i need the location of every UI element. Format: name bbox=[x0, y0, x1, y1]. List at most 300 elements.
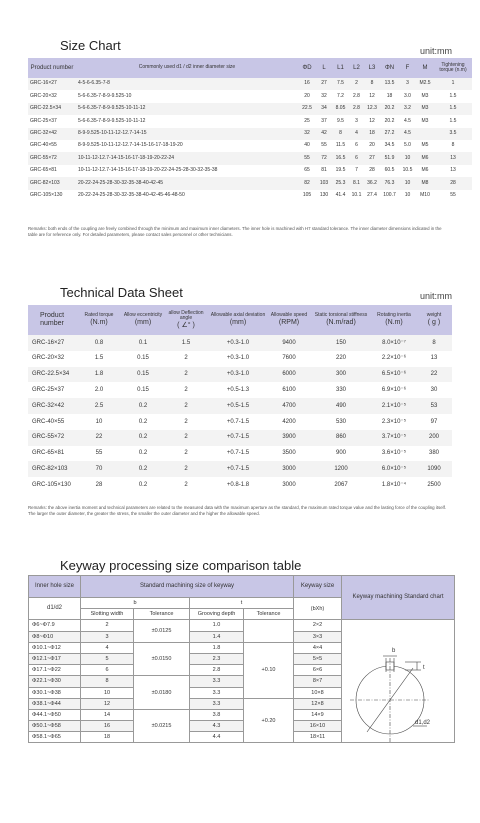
table-cell: 25.3 bbox=[332, 177, 349, 189]
table-cell: M3 bbox=[416, 115, 434, 127]
slotting-width-cell: 16 bbox=[81, 721, 134, 732]
table-cell: 42 bbox=[316, 128, 332, 140]
table-cell: 3900 bbox=[268, 430, 310, 446]
keyway-size-cell: 5×5 bbox=[294, 653, 342, 664]
inner-hole-cell: Φ44.1~Φ50 bbox=[29, 709, 81, 720]
tech-sheet-header-unit: (RPM) bbox=[278, 318, 300, 326]
table-row bbox=[28, 152, 472, 164]
product-number-cell: GRC-40×55 bbox=[28, 414, 76, 430]
table-row bbox=[28, 177, 472, 189]
grooving-depth-cell: 3.3 bbox=[190, 698, 244, 709]
table-cell: 0.2 bbox=[122, 414, 164, 430]
table-cell: 20-22-24-25-28-30-32-35-38-40-42-45 bbox=[76, 177, 298, 189]
table-cell: 7.2 bbox=[332, 90, 349, 102]
size-chart-header: L2 bbox=[349, 58, 364, 78]
keyway-size-cell: 6×6 bbox=[294, 665, 342, 676]
table-cell: 27.2 bbox=[380, 128, 399, 140]
grooving-depth-cell: 1.0 bbox=[190, 620, 244, 631]
inner-hole-cell: Φ17.1~Φ22 bbox=[29, 665, 81, 676]
inner-hole-cell: Φ22.1~Φ30 bbox=[29, 676, 81, 687]
table-cell: 12.3 bbox=[364, 103, 380, 115]
table-cell: 3.6×10⁻⁵ bbox=[372, 446, 416, 462]
t-tolerance-cell bbox=[244, 620, 294, 642]
table-cell: 10 bbox=[76, 414, 122, 430]
table-cell: 25 bbox=[298, 115, 316, 127]
table-cell: 2 bbox=[164, 477, 208, 493]
slotting-width-cell: 12 bbox=[81, 698, 134, 709]
table-cell: 10-11-12-12.7-14-15-16-17-18-19-20-22-24-25-28-30-32-35-38 bbox=[76, 165, 298, 177]
table-cell: 6000 bbox=[268, 367, 310, 383]
tech-sheet-header bbox=[28, 305, 76, 335]
table-cell: 2 bbox=[349, 78, 364, 90]
size-chart-remarks: Remarks: both ends of the coupling are freely combined through the minimum and maximum inner diameters. The inner hole is machined with H7 standard tolerance. The inner diameter dimensions indicated in the table are for reference only. For detailed parameters, please contact sales personnel or other technicians. bbox=[28, 226, 442, 237]
table-cell: 2500 bbox=[416, 477, 452, 493]
table-cell: 55 bbox=[298, 152, 316, 164]
grooving-depth-cell: 1.4 bbox=[190, 631, 244, 642]
table-cell: +0.7-1.5 bbox=[208, 430, 268, 446]
product-number-cell: GRC-25×37 bbox=[28, 382, 76, 398]
table-row bbox=[28, 477, 452, 493]
table-cell: 5.0 bbox=[399, 140, 416, 152]
table-cell: 2 bbox=[164, 398, 208, 414]
slotting-width-cell: 5 bbox=[81, 653, 134, 664]
tech-sheet-header-top: Rotating inertia bbox=[377, 312, 411, 319]
product-number-cell: GRC-20×32 bbox=[28, 351, 76, 367]
header-t: t bbox=[190, 598, 294, 609]
table-cell: 16.5 bbox=[332, 152, 349, 164]
keyway-size-cell: 18×11 bbox=[294, 732, 342, 743]
table-cell: 860 bbox=[310, 430, 372, 446]
header-grooving-depth: Grooving depth bbox=[190, 609, 244, 620]
tech-sheet-header bbox=[310, 305, 372, 335]
slotting-width-cell: 3 bbox=[81, 631, 134, 642]
table-cell: 1.8×10⁻⁴ bbox=[372, 477, 416, 493]
table-cell: 8 bbox=[434, 140, 472, 152]
grooving-depth-cell: 4.4 bbox=[190, 732, 244, 743]
table-row bbox=[28, 78, 472, 90]
table-cell: 1.5 bbox=[76, 351, 122, 367]
table-cell: 11.5 bbox=[332, 140, 349, 152]
tech-sheet-header-unit: (N.m) bbox=[90, 318, 108, 326]
table-cell: 34 bbox=[316, 103, 332, 115]
table-cell: 900 bbox=[310, 446, 372, 462]
table-cell: 30 bbox=[416, 382, 452, 398]
table-cell: 2067 bbox=[310, 477, 372, 493]
table-cell: 37 bbox=[316, 115, 332, 127]
tech-sheet-header-top: weight bbox=[426, 312, 442, 319]
table-cell: 76.3 bbox=[380, 177, 399, 189]
table-cell: 1.5 bbox=[164, 335, 208, 351]
table-cell: M6 bbox=[416, 165, 434, 177]
slotting-width-cell: 2 bbox=[81, 620, 134, 631]
slotting-width-cell: 8 bbox=[81, 676, 134, 687]
table-cell: 36.2 bbox=[364, 177, 380, 189]
inner-hole-cell: Φ12.1~Φ17 bbox=[29, 653, 81, 664]
table-cell: 28 bbox=[434, 177, 472, 189]
table-cell: 0.2 bbox=[122, 477, 164, 493]
tech-sheet-header bbox=[372, 305, 416, 335]
keyway-title: Keyway processing size comparison table bbox=[60, 558, 302, 573]
table-row bbox=[28, 461, 452, 477]
tech-sheet-header bbox=[122, 305, 164, 335]
product-number-cell: GRC-22.5×34 bbox=[28, 367, 76, 383]
size-chart-header: Commonly used d1 / d2 inner diameter size bbox=[76, 58, 298, 78]
table-cell: 55 bbox=[434, 190, 472, 202]
b-tolerance-cell: ±0.0125 bbox=[134, 620, 190, 642]
size-chart-header: M bbox=[416, 58, 434, 78]
table-cell: 3 bbox=[349, 115, 364, 127]
table-cell: 28 bbox=[364, 165, 380, 177]
table-cell: 12 bbox=[364, 115, 380, 127]
table-cell: 34.5 bbox=[380, 140, 399, 152]
keyway-drawing bbox=[345, 628, 450, 768]
b-tolerance-cell: ±0.0215 bbox=[134, 709, 190, 743]
table-row bbox=[28, 398, 452, 414]
table-cell: 3.7×10⁻⁵ bbox=[372, 430, 416, 446]
table-cell: 8 bbox=[332, 128, 349, 140]
table-cell: 82 bbox=[298, 177, 316, 189]
table-cell: 18 bbox=[380, 90, 399, 102]
table-cell: 1.8 bbox=[76, 367, 122, 383]
table-cell: 19.5 bbox=[332, 165, 349, 177]
table-cell: 53 bbox=[416, 398, 452, 414]
table-cell: 81 bbox=[316, 165, 332, 177]
table-cell: 6.0×10⁻⁵ bbox=[372, 461, 416, 477]
product-number-cell: GRC-32×42 bbox=[28, 128, 76, 140]
tech-sheet-header-top: Allow eccentricity bbox=[123, 312, 163, 319]
product-number-cell: GRC-22.5×34 bbox=[28, 103, 76, 115]
product-number-cell: GRC-32×42 bbox=[28, 398, 76, 414]
header-standard-machining: Standard machining size of keyway bbox=[81, 576, 294, 598]
table-cell: 22 bbox=[416, 367, 452, 383]
table-cell: 12 bbox=[364, 90, 380, 102]
table-cell: 41.4 bbox=[332, 190, 349, 202]
inner-hole-cell: Φ58.1~Φ65 bbox=[29, 732, 81, 743]
inner-hole-cell: Φ8~Φ10 bbox=[29, 631, 81, 642]
table-cell: 10 bbox=[399, 190, 416, 202]
table-cell: 27 bbox=[316, 78, 332, 90]
table-cell: 2.8 bbox=[349, 90, 364, 102]
table-cell: 10 bbox=[399, 152, 416, 164]
slotting-width-cell: 10 bbox=[81, 687, 134, 698]
size-chart-unit: unit:mm bbox=[419, 46, 452, 56]
table-cell: 3000 bbox=[268, 477, 310, 493]
table-cell: 4700 bbox=[268, 398, 310, 414]
table-cell: 150 bbox=[310, 335, 372, 351]
header-b: b bbox=[81, 598, 190, 609]
tech-sheet-header bbox=[416, 305, 452, 335]
table-row bbox=[28, 103, 472, 115]
table-row bbox=[28, 414, 452, 430]
table-cell: 0.15 bbox=[122, 351, 164, 367]
tech-sheet-header-top: Rated torque bbox=[84, 312, 114, 319]
table-cell: 27.4 bbox=[364, 190, 380, 202]
table-cell: 0.2 bbox=[122, 398, 164, 414]
size-chart-title: Size Chart bbox=[60, 38, 121, 53]
table-row bbox=[28, 140, 472, 152]
drawing-t-label: t bbox=[423, 665, 425, 671]
table-cell: 8.1 bbox=[349, 177, 364, 189]
keyway-size-cell: 14×9 bbox=[294, 709, 342, 720]
table-cell: 105 bbox=[298, 190, 316, 202]
table-cell: 13.5 bbox=[380, 78, 399, 90]
tech-sheet-header-unit: ( ∠° ) bbox=[177, 321, 195, 329]
table-cell: 4.5 bbox=[399, 128, 416, 140]
table-cell: 1.5 bbox=[434, 90, 472, 102]
table-cell: 5-6-6.35-7-8-9-9.525-10-11-12 bbox=[76, 103, 298, 115]
table-cell: 490 bbox=[310, 398, 372, 414]
keyway-size-cell: 3×3 bbox=[294, 631, 342, 642]
table-cell: 200 bbox=[416, 430, 452, 446]
table-cell: M5 bbox=[416, 140, 434, 152]
product-number-cell: GRC-65×81 bbox=[28, 165, 76, 177]
table-cell: 28 bbox=[76, 477, 122, 493]
header-inner-hole: Inner hole size bbox=[29, 576, 81, 598]
table-cell: 20-22-24-25-28-30-32-35-38-40-42-45-46-48-50 bbox=[76, 190, 298, 202]
product-number-cell: GRC-105×130 bbox=[28, 190, 76, 202]
table-cell: 6 bbox=[349, 140, 364, 152]
table-cell: 300 bbox=[310, 367, 372, 383]
product-number-cell: GRC-25×37 bbox=[28, 115, 76, 127]
inner-hole-cell: Φ10.1~Φ12 bbox=[29, 642, 81, 653]
table-cell: 0.15 bbox=[122, 367, 164, 383]
table-cell: 7600 bbox=[268, 351, 310, 367]
inner-hole-cell: Φ38.1~Φ44 bbox=[29, 698, 81, 709]
product-number-cell: GRC-55×72 bbox=[28, 152, 76, 164]
table-row bbox=[28, 351, 452, 367]
table-cell: 220 bbox=[310, 351, 372, 367]
table-cell: 103 bbox=[316, 177, 332, 189]
table-cell: 9400 bbox=[268, 335, 310, 351]
size-chart-header: ΦD bbox=[298, 58, 316, 78]
tech-sheet-remarks: Remarks: the above inertia moment and technical parameters are related to the measured data with the maximum aperture as the standard, the maximum rated torque value and the lasting force of the coupling itself. The larger the outer diameter, the greater the stress, the smaller the outer diameter and the higher the allowable speed. bbox=[28, 505, 447, 516]
inner-hole-cell: Φ50.1~Φ58 bbox=[29, 721, 81, 732]
table-row bbox=[28, 165, 472, 177]
size-chart-header: Tightening torque (n.m) bbox=[434, 58, 472, 78]
table-cell: 20 bbox=[364, 140, 380, 152]
table-cell: +0.7-1.5 bbox=[208, 461, 268, 477]
table-cell: 8-9-9.525-10-11-12-12.7-14-15 bbox=[76, 128, 298, 140]
table-cell: 55 bbox=[316, 140, 332, 152]
size-chart-header: F bbox=[399, 58, 416, 78]
header-slotting-width: Slotting width bbox=[81, 609, 134, 620]
tech-sheet-title: Technical Data Sheet bbox=[60, 285, 183, 300]
product-number-cell: GRC-55×72 bbox=[28, 430, 76, 446]
keyway-size-cell: 12×8 bbox=[294, 698, 342, 709]
grooving-depth-cell: 3.3 bbox=[190, 687, 244, 698]
drawing-d-label: d1,d2 bbox=[415, 720, 431, 726]
product-number-cell: GRC-40×55 bbox=[28, 140, 76, 152]
table-cell: 8-9-9.525-10-11-12-12.7-14-15-16-17-18-19-20 bbox=[76, 140, 298, 152]
table-row bbox=[28, 335, 452, 351]
table-cell: 100.7 bbox=[380, 190, 399, 202]
table-cell: M2.5 bbox=[416, 78, 434, 90]
size-chart-table bbox=[28, 58, 472, 202]
table-cell: 22 bbox=[76, 430, 122, 446]
table-cell: 10 bbox=[399, 177, 416, 189]
table-cell: +0.3-1.0 bbox=[208, 351, 268, 367]
keyway-size-cell: 4×4 bbox=[294, 642, 342, 653]
keyway-size-cell: 10×8 bbox=[294, 687, 342, 698]
table-cell: 16 bbox=[298, 78, 316, 90]
table-cell: 3 bbox=[399, 78, 416, 90]
table-cell: +0.7-1.5 bbox=[208, 446, 268, 462]
header-bxh: (bXh) bbox=[294, 598, 342, 620]
table-cell: 5-6-6.35-7-8-9-9.525-10-11-12 bbox=[76, 115, 298, 127]
header-keyway-chart: Keyway machining Standard chart bbox=[342, 576, 455, 620]
table-cell: 0.8 bbox=[76, 335, 122, 351]
table-row bbox=[28, 115, 472, 127]
table-cell: M8 bbox=[416, 177, 434, 189]
size-chart-header: L bbox=[316, 58, 332, 78]
t-tolerance-cell: +0.20 bbox=[244, 698, 294, 743]
table-cell: 1.5 bbox=[434, 115, 472, 127]
table-cell: 6.5×10⁻⁶ bbox=[372, 367, 416, 383]
product-number-cell: GRC-65×81 bbox=[28, 446, 76, 462]
table-cell: 2.1×10⁻⁵ bbox=[372, 398, 416, 414]
product-number-cell: GRC-82×103 bbox=[28, 177, 76, 189]
table-cell: 8.05 bbox=[332, 103, 349, 115]
table-cell: 330 bbox=[310, 382, 372, 398]
tech-sheet-header-unit: (N.m/rad) bbox=[326, 318, 356, 326]
table-cell: +0.7-1.5 bbox=[208, 414, 268, 430]
tech-sheet-header-top: Product bbox=[39, 312, 65, 320]
slotting-width-cell: 14 bbox=[81, 709, 134, 720]
table-cell: 3000 bbox=[268, 461, 310, 477]
header-t-tolerance: Tolerance bbox=[244, 609, 294, 620]
table-cell: 2 bbox=[164, 367, 208, 383]
table-row bbox=[28, 382, 452, 398]
table-row bbox=[28, 190, 472, 202]
table-cell bbox=[416, 128, 434, 140]
table-cell: 2 bbox=[164, 446, 208, 462]
table-cell: 0.2 bbox=[122, 430, 164, 446]
table-cell: 6 bbox=[349, 152, 364, 164]
table-cell: 18 bbox=[364, 128, 380, 140]
table-cell: M10 bbox=[416, 190, 434, 202]
table-cell: 1 bbox=[434, 78, 472, 90]
table-cell: 3.2 bbox=[399, 103, 416, 115]
keyway-size-cell: 8×7 bbox=[294, 676, 342, 687]
size-chart-header: Product number bbox=[28, 58, 76, 78]
table-cell: 6100 bbox=[268, 382, 310, 398]
table-cell: 10.1 bbox=[349, 190, 364, 202]
grooving-depth-cell: 3.3 bbox=[190, 676, 244, 687]
table-cell: 55 bbox=[76, 446, 122, 462]
tech-sheet-header bbox=[164, 305, 208, 335]
product-number-cell: GRC-16×27 bbox=[28, 335, 76, 351]
slotting-width-cell: 18 bbox=[81, 732, 134, 743]
table-cell: 0.2 bbox=[122, 446, 164, 462]
table-cell: 5-6-6.35-7-8-9-9.525-10 bbox=[76, 90, 298, 102]
table-cell: 13 bbox=[416, 351, 452, 367]
table-cell: 65 bbox=[298, 165, 316, 177]
table-cell: 2.5 bbox=[76, 398, 122, 414]
tech-sheet-header-top: Allowable axial deviation bbox=[210, 312, 266, 319]
size-chart-header: ΦN bbox=[380, 58, 399, 78]
table-cell: 1200 bbox=[310, 461, 372, 477]
tech-sheet-header bbox=[268, 305, 310, 335]
table-cell: 2 bbox=[164, 430, 208, 446]
tech-sheet-header-unit: (mm) bbox=[229, 318, 247, 326]
table-row bbox=[28, 90, 472, 102]
table-cell: 27 bbox=[364, 152, 380, 164]
grooving-depth-cell: 1.8 bbox=[190, 642, 244, 653]
grooving-depth-cell: 2.8 bbox=[190, 665, 244, 676]
table-cell: 32 bbox=[298, 128, 316, 140]
table-cell: 13 bbox=[434, 165, 472, 177]
table-cell: 0.2 bbox=[122, 461, 164, 477]
table-cell: M3 bbox=[416, 103, 434, 115]
table-cell: 1090 bbox=[416, 461, 452, 477]
keyway-size-cell: 16×10 bbox=[294, 721, 342, 732]
table-cell: +0.5-1.5 bbox=[208, 398, 268, 414]
product-number-cell: GRC-105×130 bbox=[28, 477, 76, 493]
tech-sheet-header-unit: number bbox=[40, 320, 64, 327]
slotting-width-cell: 4 bbox=[81, 642, 134, 653]
table-cell: 0.1 bbox=[122, 335, 164, 351]
table-cell: 0.15 bbox=[122, 382, 164, 398]
table-cell: 3.5 bbox=[434, 128, 472, 140]
tech-sheet-unit: unit:mm bbox=[419, 291, 452, 301]
table-cell: 10.5 bbox=[399, 165, 416, 177]
table-cell: 2.3×10⁻⁵ bbox=[372, 414, 416, 430]
table-cell: 130 bbox=[316, 190, 332, 202]
header-b-tolerance: Tolerance bbox=[134, 609, 190, 620]
table-row bbox=[28, 367, 452, 383]
product-number-cell: GRC-20×32 bbox=[28, 90, 76, 102]
size-chart-header: L1 bbox=[332, 58, 349, 78]
keyway-size-cell: 2×2 bbox=[294, 620, 342, 631]
table-cell: 51.9 bbox=[380, 152, 399, 164]
tech-sheet-header-top: Allowable speed bbox=[270, 312, 308, 319]
table-cell: +0.5-1.3 bbox=[208, 382, 268, 398]
table-cell: 13 bbox=[434, 152, 472, 164]
table-cell: 40 bbox=[298, 140, 316, 152]
table-cell: 2 bbox=[164, 461, 208, 477]
table-cell: 97 bbox=[416, 414, 452, 430]
size-chart-header: L3 bbox=[364, 58, 380, 78]
table-cell: 2.0 bbox=[76, 382, 122, 398]
table-cell: M3 bbox=[416, 90, 434, 102]
grooving-depth-cell: 2.3 bbox=[190, 653, 244, 664]
table-cell: 7.5 bbox=[332, 78, 349, 90]
tech-sheet-header-top: allow Deflection angle bbox=[168, 309, 204, 322]
table-cell: +0.3-1.0 bbox=[208, 335, 268, 351]
t-tolerance-cell: +0.10 bbox=[244, 642, 294, 698]
table-cell: 4.5 bbox=[399, 115, 416, 127]
table-cell: 6.9×10⁻⁶ bbox=[372, 382, 416, 398]
table-cell: 8 bbox=[364, 78, 380, 90]
table-cell: 8 bbox=[416, 335, 452, 351]
table-cell: 4 bbox=[349, 128, 364, 140]
tech-sheet-header-unit: (mm) bbox=[134, 318, 152, 326]
table-cell: 10-11-12-12.7-14-15-16-17-18-19-20-22-24 bbox=[76, 152, 298, 164]
b-tolerance-cell: ±0.0150 bbox=[134, 642, 190, 676]
tech-sheet-header bbox=[208, 305, 268, 335]
table-cell: +0.3-1.0 bbox=[208, 367, 268, 383]
table-cell: 530 bbox=[310, 414, 372, 430]
drawing-b-label: b bbox=[392, 648, 396, 654]
tech-sheet-table bbox=[28, 305, 452, 493]
table-cell: 20.2 bbox=[380, 103, 399, 115]
table-cell: 20.2 bbox=[380, 115, 399, 127]
table-cell: 2 bbox=[164, 414, 208, 430]
table-cell: 3500 bbox=[268, 446, 310, 462]
table-cell: 2.8 bbox=[349, 103, 364, 115]
tech-sheet-header-top: Static torsional stiffness bbox=[314, 312, 368, 319]
table-cell: 8.0×10⁻⁷ bbox=[372, 335, 416, 351]
